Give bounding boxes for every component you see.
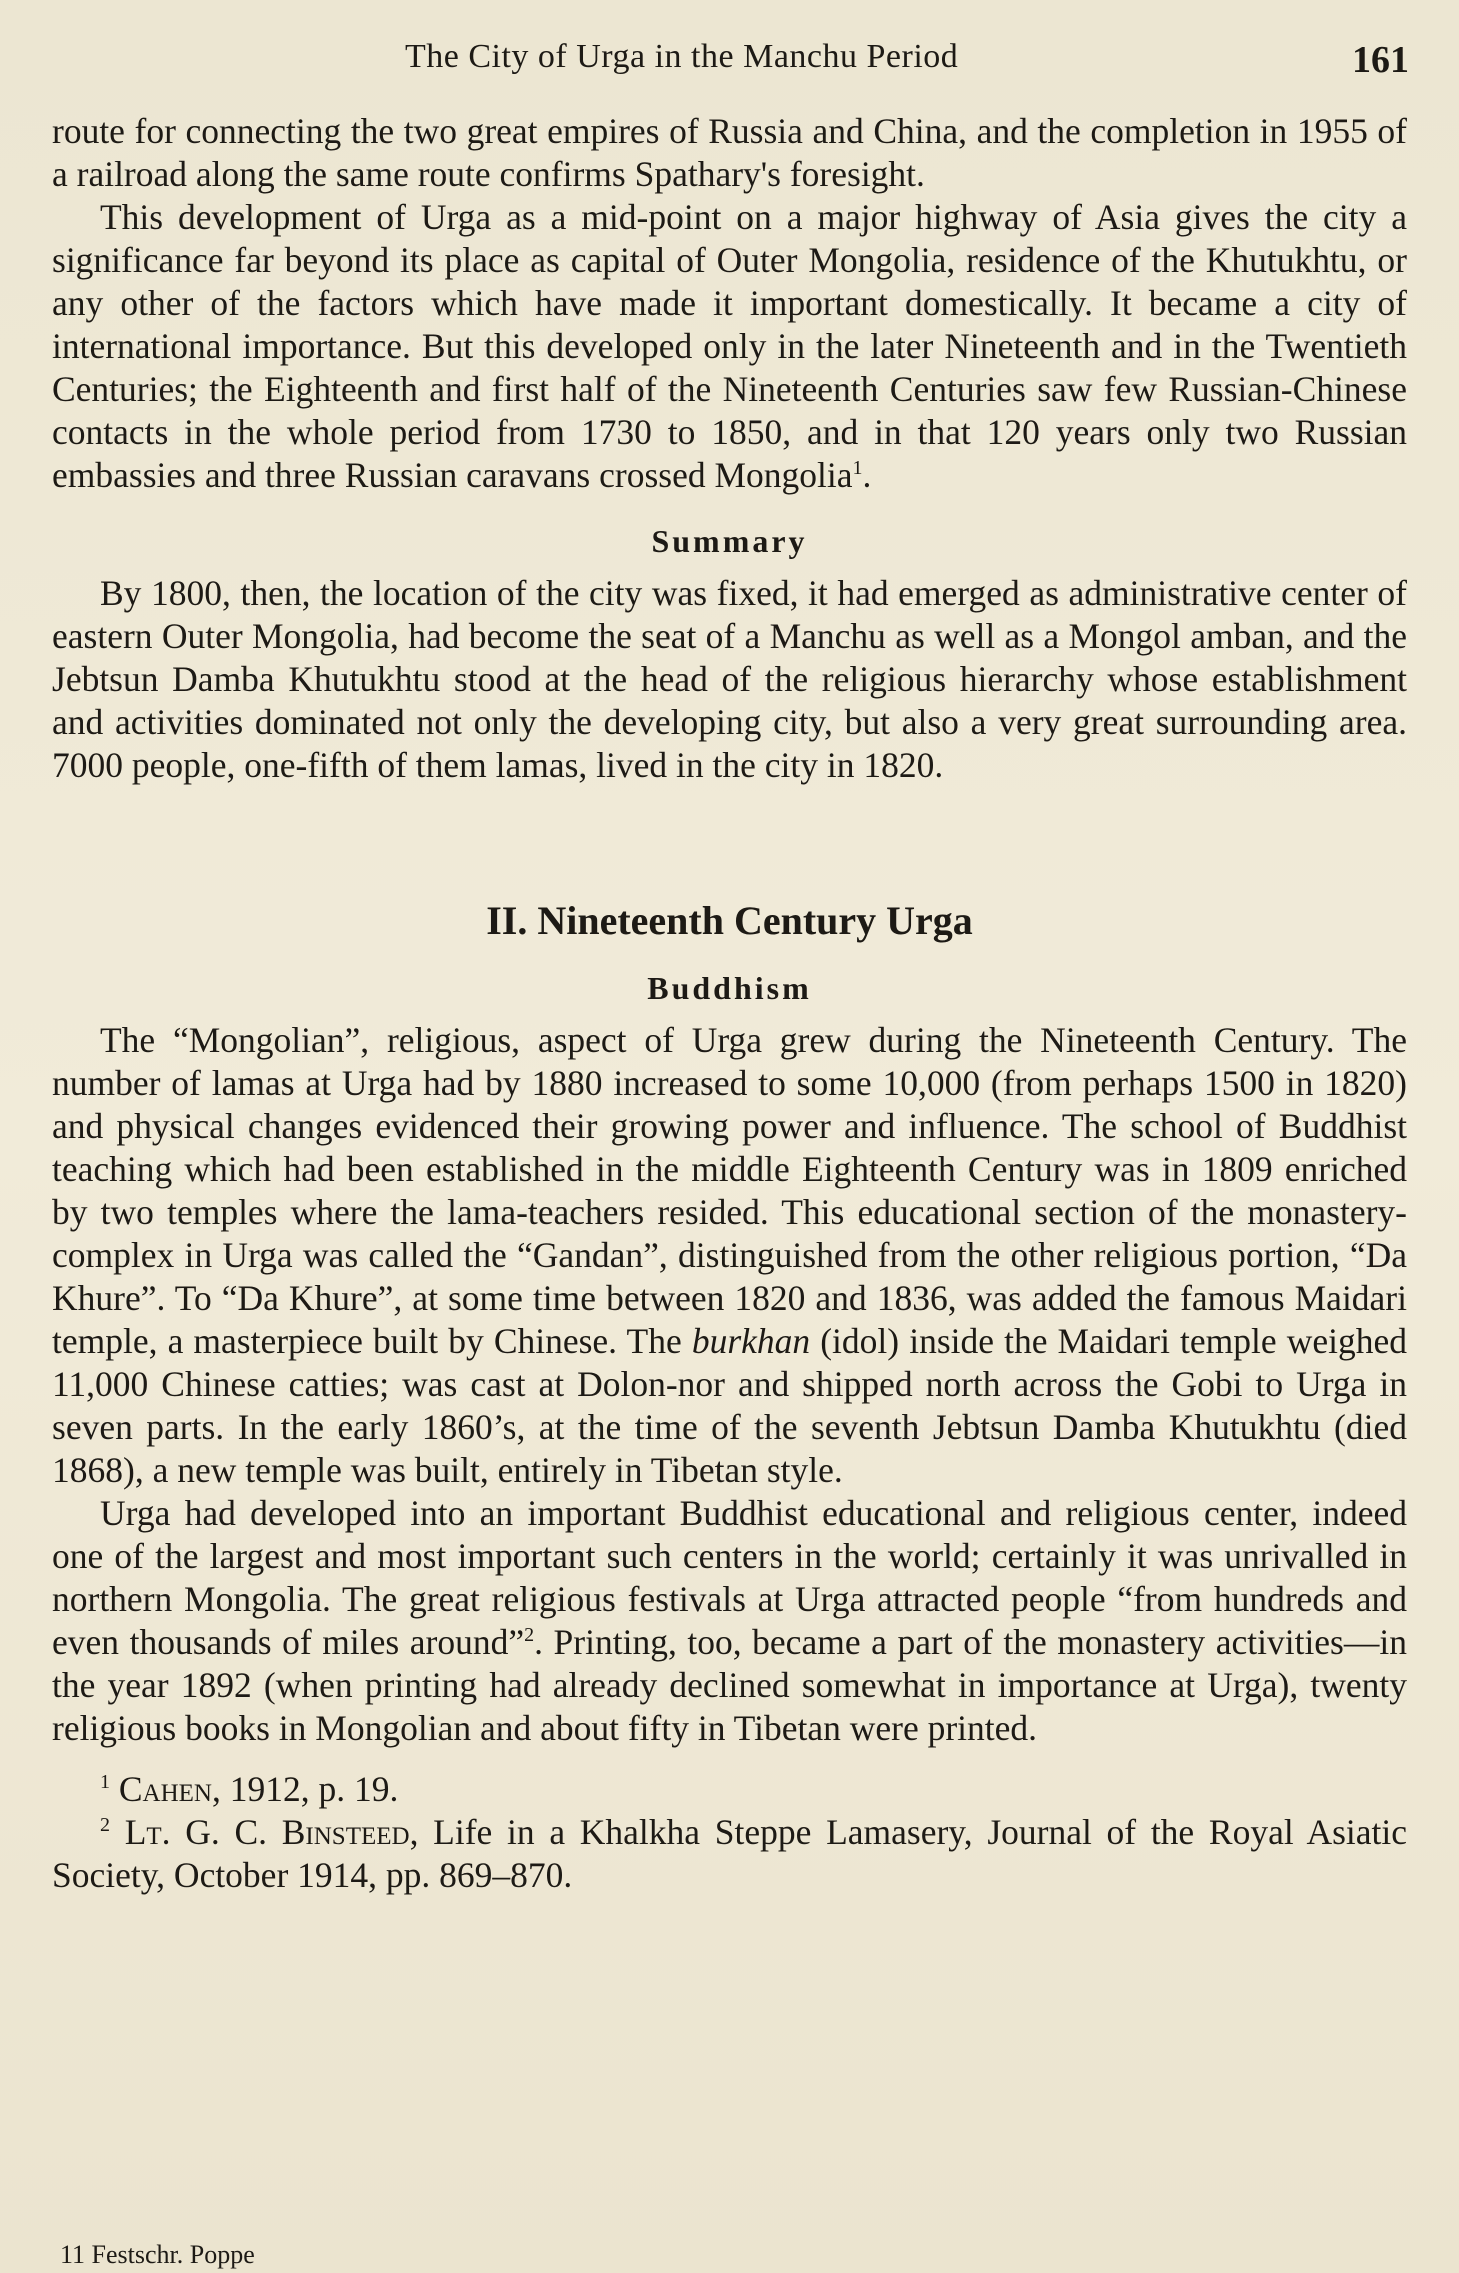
chapter-title: II. Nineteenth Century Urga <box>486 898 973 943</box>
summary-paragraph: By 1800, then, the location of the city was fixed, it had emerged as administrative center of eastern Outer Mongolia, had become the seat of a Manchu as well as a Mongol amban, and the Jebtsun Damba Khutukhtu stood at the head of the religious hierarchy whose establishment and activities dominated not only the developing city, but also a very great surrounding area. 7000 people, one-fifth of them lamas, lived in the city in 1820. <box>52 573 1407 785</box>
footnote-2-number: 2 <box>100 1814 110 1837</box>
buddhism-paragraph-1-text-a: The “Mongolian”, religious, aspect of Urga grew during the Nineteenth Century. The number of lamas at Urga had by 1880 increased to some 10,000 (from perhaps 1500 in 1820) and physical changes evidenced their growing power and influence. The school of Buddhist teaching which had been established in the middle Eighteenth Century was in 1809 enriched by two temples where the lama-teachers resided. This educational section of the monastery-complex in Urga was called the “Gandan”, distinguished from the other religious portion, “Da Khure”. To “Da Khure”, at some time between 1820 and 1836, was added the famous Maidari temple, a masterpiece built by Chinese. The <box>52 1020 1407 1361</box>
running-head <box>0 30 1459 90</box>
burkhan-term: burkhan <box>691 1321 811 1361</box>
buddhism-heading: Buddhism <box>647 970 812 1006</box>
footnote-ref-1: 1 <box>852 457 863 480</box>
footnote-2-text: , Life in a Khalkha Steppe Lamasery, Journal of the Royal Asiatic Society, October 1914, pp. 869–870. <box>52 1812 1408 1895</box>
footnote-ref-2: 2 <box>524 1624 535 1647</box>
buddhism-paragraph-1-text-b: (idol) inside the Maidari temple weighed 11,000 Chinese catties; was cast at Dolon-nor and shipped north across the Gobi to Urga in seven parts. In the early 1860’s, at the time of the seventh Jebtsun Damba Khutukhtu (died 1868), a new temple was built, entirely in Tibetan style. <box>52 1321 1407 1490</box>
footnote-1-text: , 1912, p. 19. <box>212 1769 399 1809</box>
development-paragraph <box>52 196 1407 497</box>
footnote-2-author: Lt. G. C. Binsteed <box>124 1812 410 1852</box>
footnote-2 <box>52 1811 1407 1897</box>
buddhism-paragraph-2 <box>52 1492 1407 1750</box>
running-head-title: The City of Urga in the Manchu Period <box>405 38 959 75</box>
summary-heading: Summary <box>651 523 808 559</box>
footnote-1-number: 1 <box>100 1771 110 1794</box>
development-paragraph-end: . <box>862 455 872 495</box>
buddhism-paragraph-1 <box>52 1019 1407 1492</box>
page-number: 161 <box>1352 39 1409 81</box>
continued-paragraph: route for connecting the two great empires of Russia and China, and the completion in 1955 of a railroad along the same route confirms Spathary's foresight. <box>52 111 1407 194</box>
buddhism-paragraph-2-text-a: Urga had developed into an important Buddhist educational and religious center, indeed one of the largest and most important such centers in the world; certainly it was unrivalled in northern Mongolia. The great religious festivals at Urga attracted people “from hundreds and even thousands of miles around” <box>52 1493 1407 1662</box>
footnotes <box>52 1768 1407 1897</box>
page-body <box>52 110 1407 1897</box>
development-paragraph-text: This development of Urga as a mid-point on a major highway of Asia gives the city a significance far beyond its place as capital of Outer Mongolia, residence of the Khutukhtu, or any other of the factors which have made it important domestically. It became a city of international importance. But this developed only in the later Nineteenth and in the Twentieth Centuries; the Eighteenth and first half of the Nineteenth Centuries saw few Russian-Chinese contacts in the whole period from 1730 to 1850, and in that 120 years only two Russian embassies and three Russian caravans crossed Mongolia <box>52 197 1407 495</box>
footnote-1 <box>52 1768 1407 1811</box>
signature-mark: 11 Festschr. Poppe <box>60 2240 255 2269</box>
footnote-1-author: Cahen <box>118 1769 212 1809</box>
buddhism-paragraph-2-text-b: . Printing, too, became a part of the monastery activities—in the year 1892 (when printing had already declined somewhat in importance at Urga), twenty religious books in Mongolian and about fifty in Tibetan were printed. <box>52 1622 1407 1748</box>
